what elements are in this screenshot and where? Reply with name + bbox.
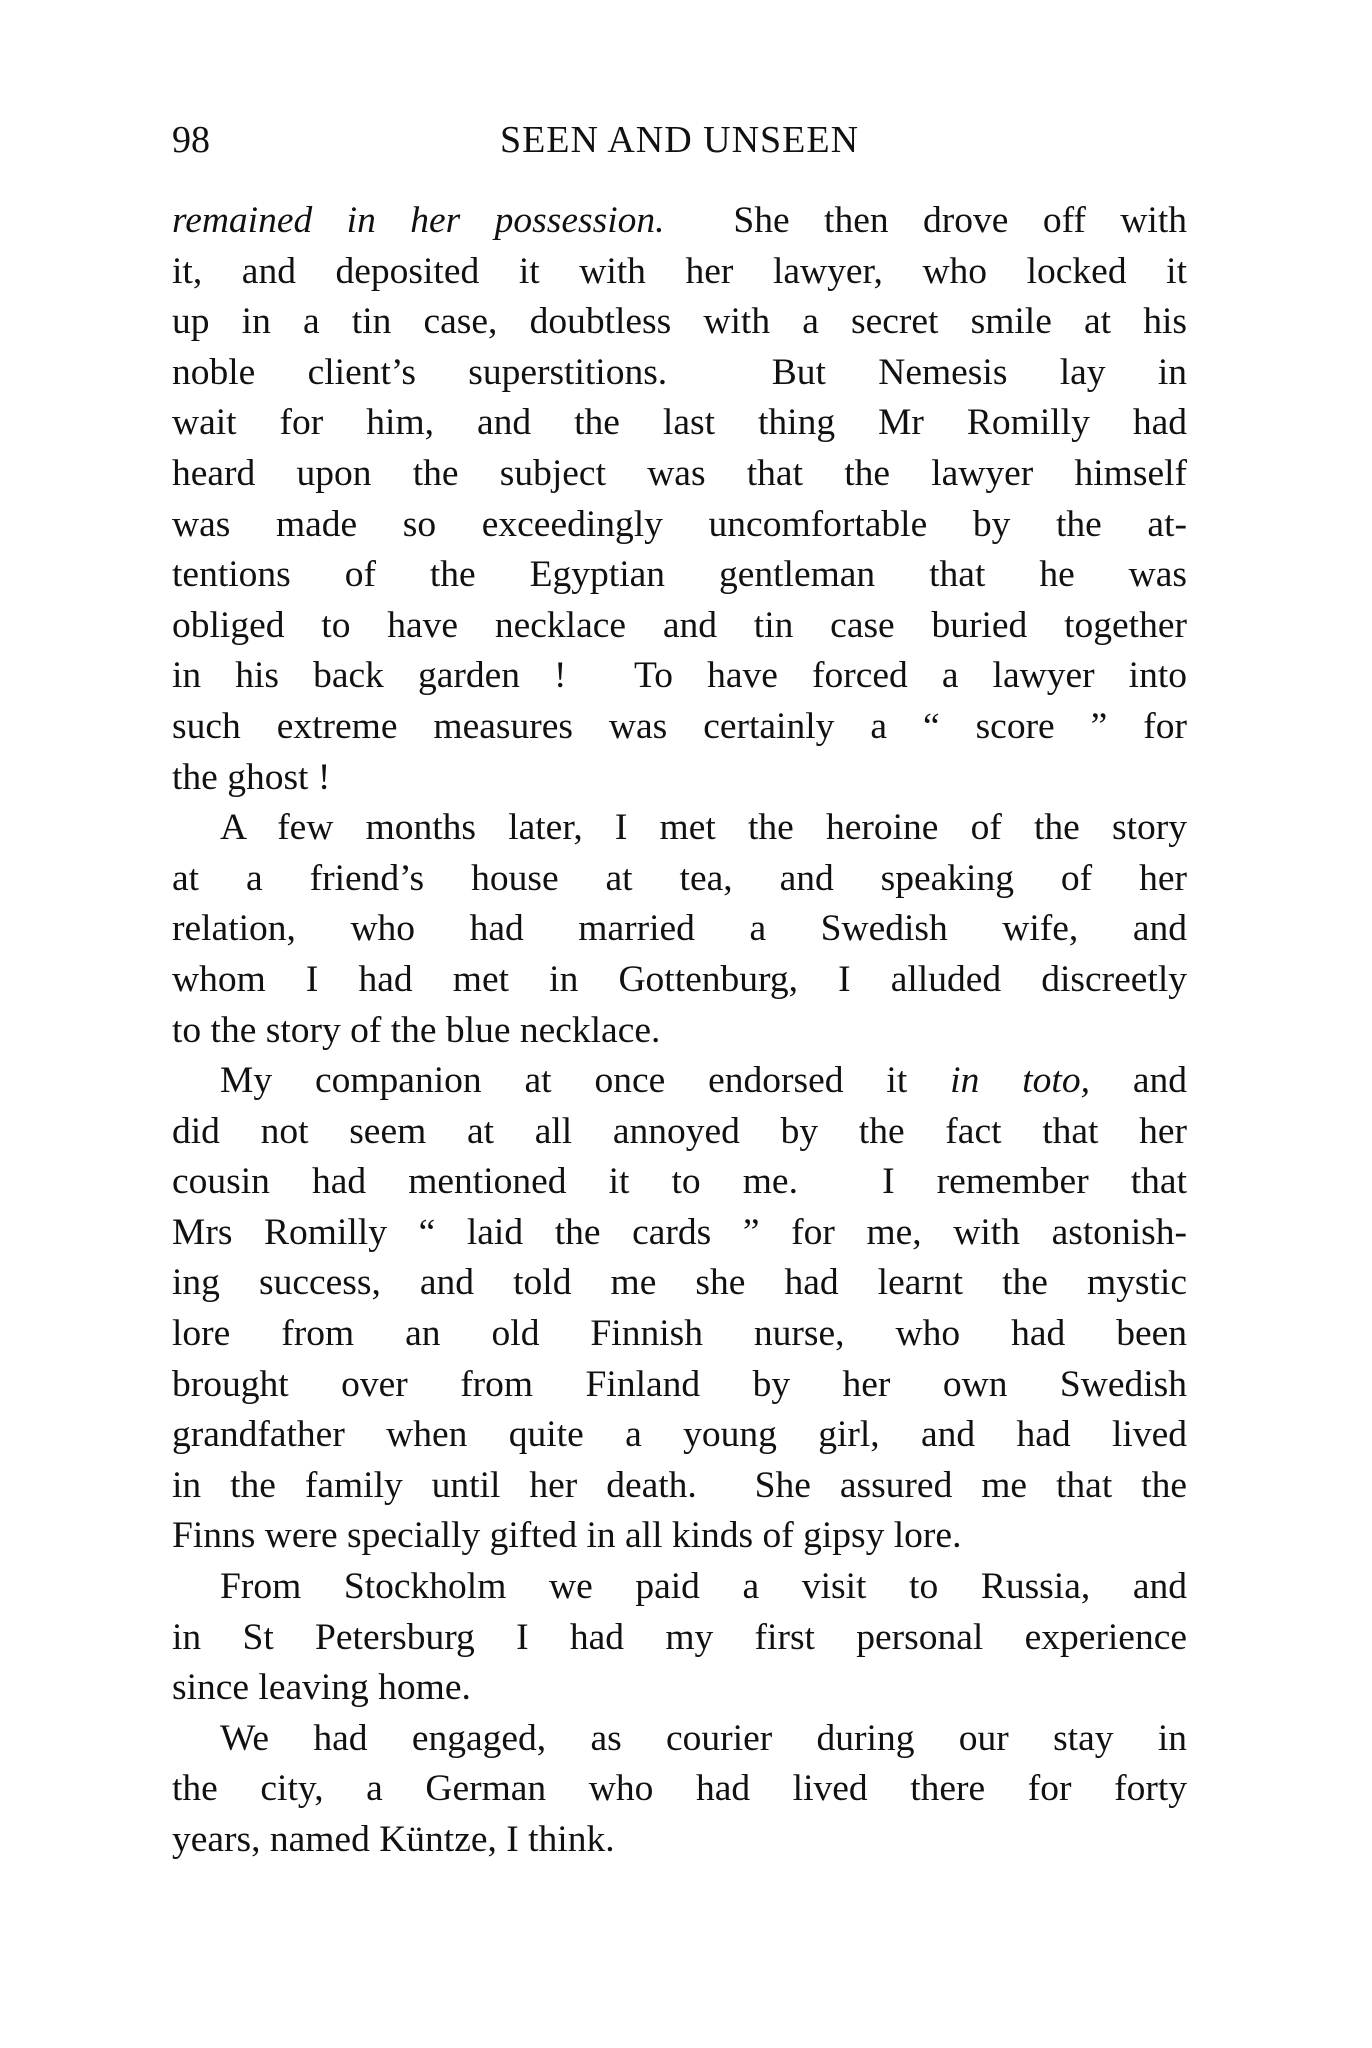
line-text: at a friend’s house at tea, and speaking of her — [172, 857, 1187, 899]
line-text: She then drove off with — [664, 200, 1187, 241]
line-text: such extreme measures was certainly a “ score ” for — [172, 705, 1187, 747]
text-line — [172, 247, 1187, 298]
line-text: in his back garden ! To have forced a lawyer into — [172, 655, 1187, 697]
text-line — [172, 1764, 1187, 1815]
line-text: brought over from Finland by her own Swedish — [172, 1363, 1187, 1405]
text-line — [172, 1714, 1187, 1765]
text-line — [172, 1410, 1187, 1461]
text-line — [172, 1107, 1187, 1158]
line-text: obliged to have necklace and tin case buried together — [172, 604, 1187, 646]
line-text: wait for him, and the last thing Mr Romilly had — [172, 402, 1187, 444]
line-text: in St Petersburg I had my first personal experience — [172, 1616, 1187, 1658]
page-number: 98 — [172, 119, 210, 161]
italic-text: remained in her possession. — [172, 200, 665, 241]
line-text: relation, who had married a Swedish wife, and — [172, 908, 1187, 950]
text-line — [172, 1511, 1187, 1562]
line-text: the ghost ! — [172, 756, 331, 798]
line-text: noble client’s superstitions. But Nemesis lay in — [172, 351, 1187, 393]
text-line — [172, 1613, 1187, 1664]
running-header — [172, 118, 1187, 168]
line-text: did not seem at all annoyed by the fact that her — [172, 1110, 1187, 1152]
line-text: ing success, and told me she had learnt the mystic — [172, 1262, 1187, 1304]
text-line — [172, 854, 1187, 905]
line-text: to the story of the blue necklace. — [172, 1009, 661, 1051]
running-title: SEEN AND UNSEEN — [499, 119, 860, 161]
text-line — [172, 297, 1187, 348]
text-line — [172, 1006, 1187, 1057]
line-text: years, named Küntze, I think. — [172, 1819, 615, 1860]
text-line — [172, 348, 1187, 399]
text-line — [172, 601, 1187, 652]
line-text: tentions of the Egyptian gentleman that he was — [172, 554, 1187, 596]
line-text: whom I had met in Gottenburg, I alluded discreetly — [172, 958, 1187, 1000]
text-line — [172, 550, 1187, 601]
italic-text: in toto, — [950, 1060, 1090, 1102]
text-line — [172, 1258, 1187, 1309]
line-text: and — [1089, 1060, 1187, 1102]
line-text: lore from an old Finnish nurse, who had been — [172, 1313, 1187, 1355]
text-line — [172, 1056, 1187, 1107]
line-text: Finns were specially gifted in all kinds of gipsy lore. — [172, 1515, 962, 1557]
text-line — [172, 904, 1187, 955]
line-text: it, and deposited it with her lawyer, who locked it — [172, 250, 1187, 292]
text-line — [172, 1309, 1187, 1360]
text-line — [172, 398, 1187, 449]
text-line — [172, 196, 1187, 247]
line-text: A few months later, I met the heroine of the story — [220, 807, 1187, 849]
text-line — [172, 955, 1187, 1006]
text-line — [172, 1360, 1187, 1411]
body-text — [172, 196, 1187, 1866]
line-text: heard upon the subject was that the lawyer himself — [172, 452, 1187, 494]
text-line — [172, 1663, 1187, 1714]
text-line — [172, 449, 1187, 500]
text-line — [172, 1157, 1187, 1208]
text-line — [172, 1461, 1187, 1512]
line-text: up in a tin case, doubtless with a secret smile at his — [172, 301, 1187, 343]
text-line — [172, 1562, 1187, 1613]
text-line — [172, 1208, 1187, 1259]
text-line — [172, 753, 1187, 804]
line-text: since leaving home. — [172, 1667, 471, 1709]
text-line — [172, 702, 1187, 753]
line-text: From Stockholm we paid a visit to Russia, and — [220, 1566, 1187, 1608]
line-text: grandfather when quite a young girl, and had lived — [172, 1414, 1187, 1456]
text-line — [172, 651, 1187, 702]
line-text: in the family until her death. She assured me that the — [172, 1464, 1187, 1506]
line-text: We had engaged, as courier during our stay in — [220, 1717, 1187, 1759]
line-text: was made so exceedingly uncomfortable by the at- — [172, 503, 1187, 545]
text-line — [172, 803, 1187, 854]
line-text: the city, a German who had lived there for forty — [172, 1768, 1187, 1810]
line-text: cousin had mentioned it to me. I remember that — [172, 1161, 1187, 1203]
text-line — [172, 500, 1187, 551]
line-text: My companion at once endorsed it — [220, 1060, 951, 1102]
line-text: Mrs Romilly “ laid the cards ” for me, with astonish- — [172, 1211, 1187, 1253]
text-line — [172, 1815, 1187, 1866]
